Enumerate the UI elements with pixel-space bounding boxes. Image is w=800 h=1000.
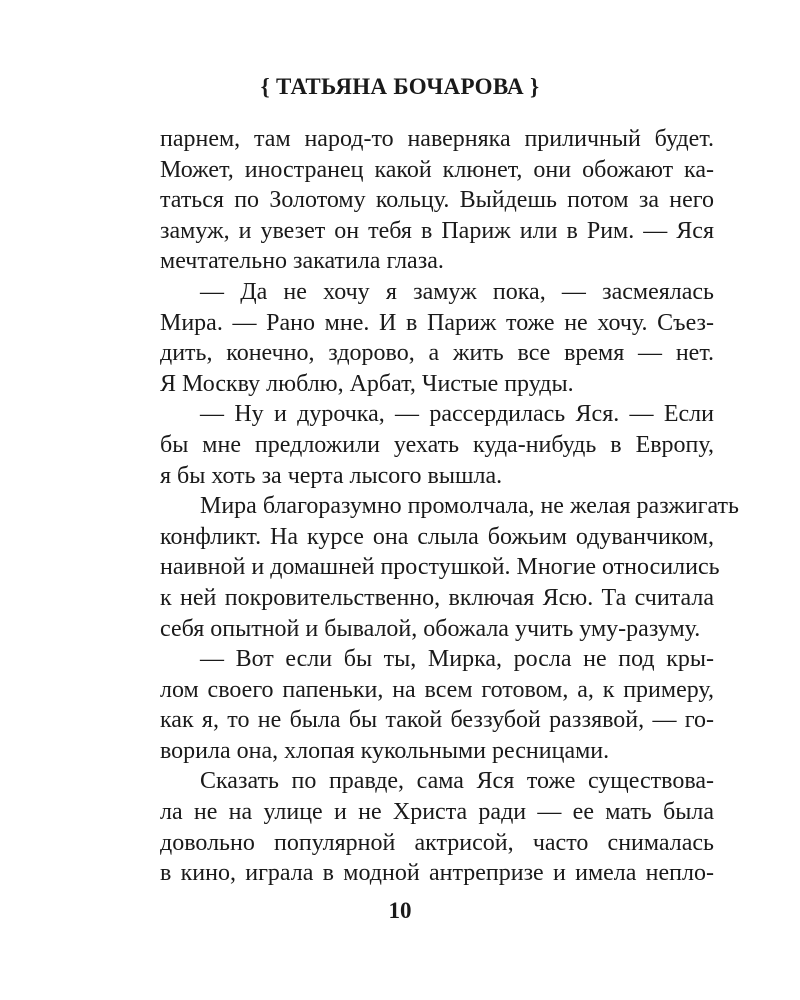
text-line: довольно популярной актрисой, часто снималась bbox=[160, 829, 714, 856]
body-text bbox=[160, 124, 739, 889]
text-line: Мира. — Рано мне. И в Париж тоже не хочу. Съез- bbox=[160, 309, 714, 336]
text-line: в кино, играла в модной антрепризе и имела непло- bbox=[160, 860, 714, 887]
text-line: бы мне предложили уехать куда-нибудь в Европу, bbox=[160, 431, 714, 458]
running-header: { ТАТЬЯНА БОЧАРОВА } bbox=[260, 74, 540, 99]
text-line: лом своего папеньки, на всем готовом, а, к примеру, bbox=[160, 676, 714, 703]
page-number: 10 bbox=[388, 898, 412, 923]
paragraph bbox=[160, 491, 739, 644]
text-line: — Ну и дурочка, — рассердилась Яся. — Если bbox=[200, 401, 714, 428]
text-line: — Да не хочу я замуж пока, — засмеялась bbox=[200, 278, 714, 305]
text-line: Может, иностранец какой клюнет, они обожают ка- bbox=[160, 156, 714, 183]
text-line: Сказать по правде, сама Яся тоже существова- bbox=[200, 768, 714, 795]
text-line: Мира благоразумно промолчала, не желая разжигать bbox=[200, 493, 739, 520]
text-line: таться по Золотому кольцу. Выйдешь потом за него bbox=[160, 187, 714, 214]
paragraph bbox=[160, 277, 714, 399]
paragraph bbox=[160, 399, 714, 491]
text-line: ла не на улице и не Христа ради — ее мать была bbox=[160, 799, 714, 826]
text-line: себя опытной и бывалой, обожала учить уму-разуму. bbox=[160, 615, 701, 642]
text-line: замуж, и увезет он тебя в Париж или в Рим. — Яся bbox=[160, 217, 714, 244]
text-line: Я Москву люблю, Арбат, Чистые пруды. bbox=[160, 370, 574, 397]
paragraph bbox=[160, 766, 714, 888]
text-line: как я, то не была бы такой беззубой раззявой, — го- bbox=[160, 707, 714, 734]
text-line: я бы хоть за черта лысого вышла. bbox=[160, 462, 503, 489]
text-line: ворила она, хлопая кукольными ресницами. bbox=[160, 737, 610, 764]
text-line: к ней покровительственно, включая Ясю. Та считала bbox=[160, 584, 714, 611]
text-line: — Вот если бы ты, Мирка, росла не под кры- bbox=[200, 646, 714, 673]
text-line: наивной и домашней простушкой. Многие относились bbox=[160, 554, 720, 581]
text-line: парнем, там народ-то наверняка приличный будет. bbox=[160, 126, 714, 152]
paragraph bbox=[160, 644, 714, 766]
text-line: конфликт. На курсе она слыла божьим одуванчиком, bbox=[160, 523, 714, 550]
text-line: мечтательно закатила глаза. bbox=[160, 248, 444, 275]
paragraph bbox=[160, 124, 714, 277]
text-line: дить, конечно, здорово, а жить все время — нет. bbox=[160, 340, 714, 367]
